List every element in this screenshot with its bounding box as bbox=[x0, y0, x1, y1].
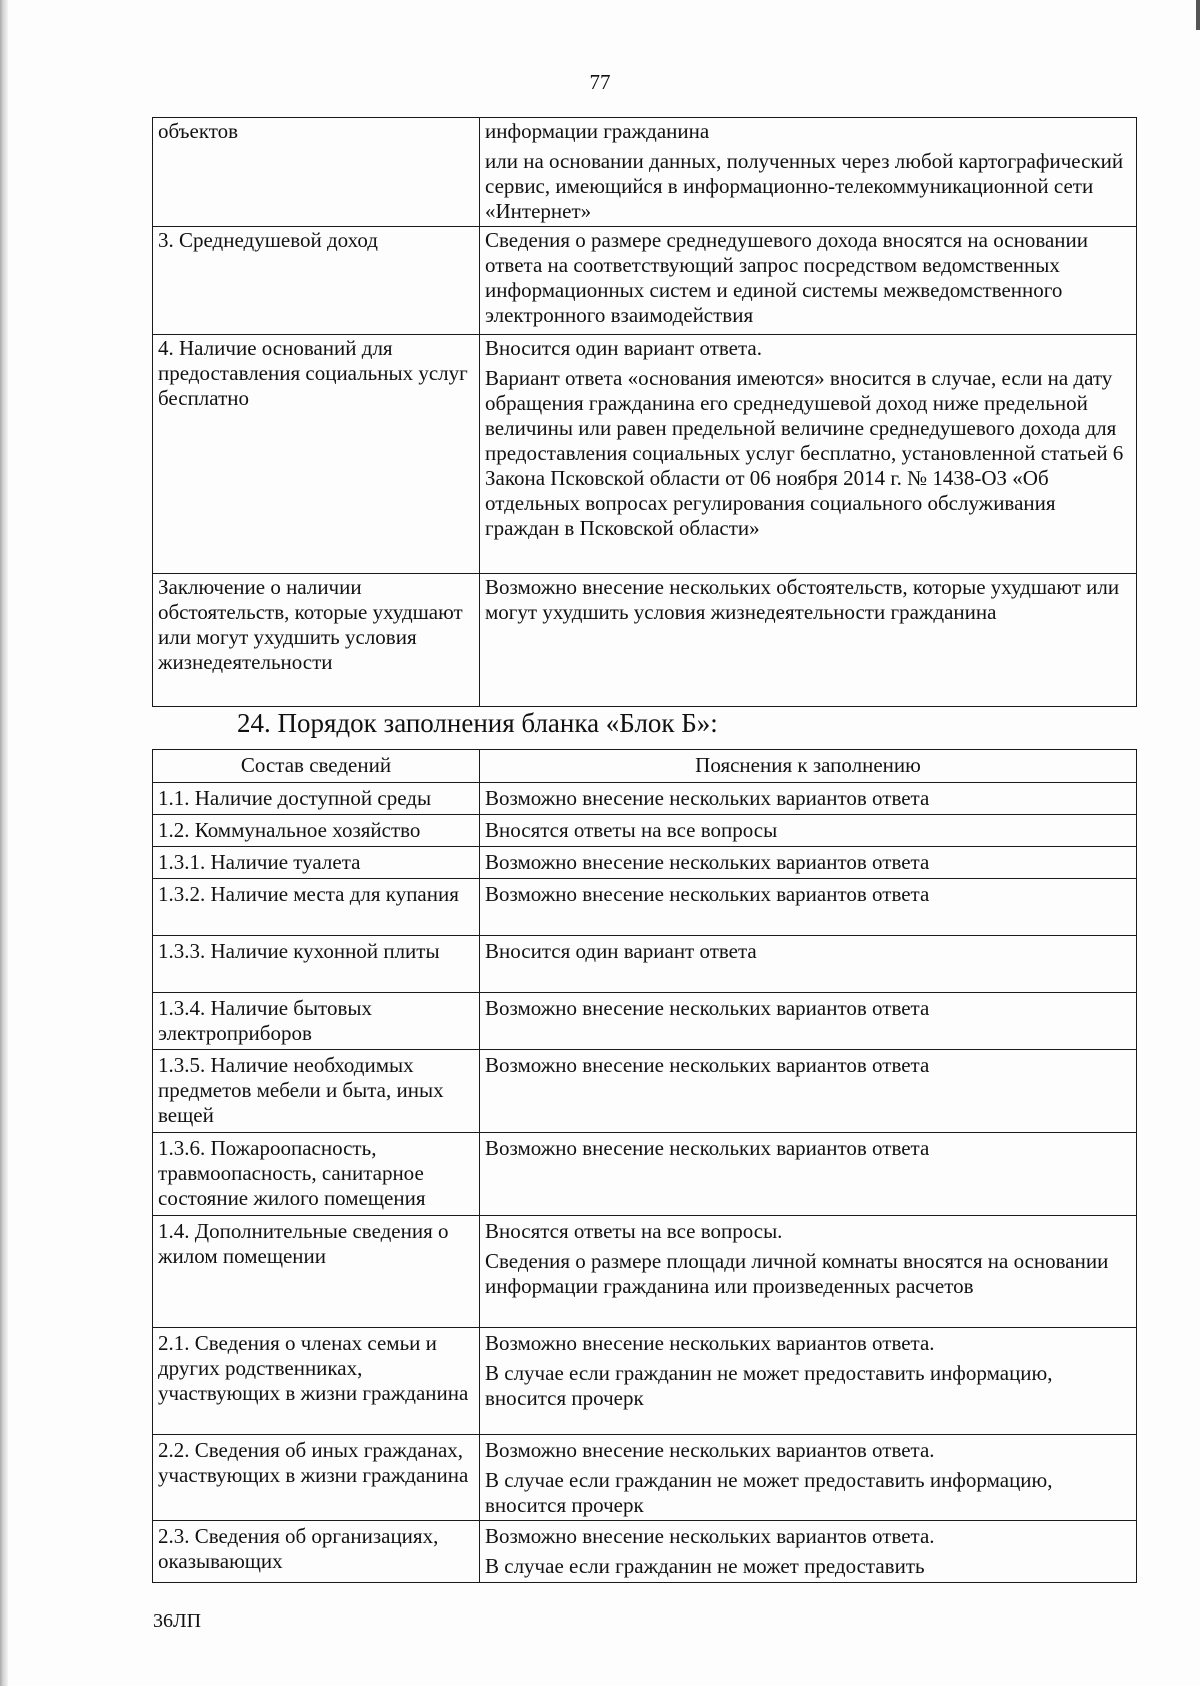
table-row bbox=[153, 1435, 1137, 1521]
table-cell-field bbox=[153, 1328, 480, 1435]
cell-text: 1.3.5. Наличие необходимых предметов мебели и быта, иных вещей bbox=[158, 1053, 444, 1127]
cell-text: объектов bbox=[158, 119, 239, 143]
cell-text: 1.2. Коммунальное хозяйство bbox=[158, 818, 421, 842]
table-row bbox=[153, 815, 1137, 847]
cell-text: Возможно внесение нескольких вариантов ответа bbox=[485, 882, 930, 906]
cell-text: Возможно внесение нескольких вариантов ответа bbox=[485, 850, 930, 874]
cell-text: Вносятся ответы на все вопросы bbox=[485, 818, 778, 842]
table-row bbox=[153, 783, 1137, 815]
table-cell-field bbox=[153, 227, 480, 335]
table-cell-field bbox=[153, 1133, 480, 1216]
cell-text: Возможно внесение нескольких вариантов ответа bbox=[485, 1136, 930, 1160]
table-row bbox=[153, 1050, 1137, 1133]
table-cell-field bbox=[153, 574, 480, 707]
table-cell-field bbox=[153, 1050, 480, 1133]
footer-document-code: 36ЛП bbox=[153, 1610, 202, 1632]
table-cell-explanation bbox=[480, 783, 1137, 815]
cell-text: В случае если гражданин не может предоставить информацию, вносится прочерк bbox=[485, 1361, 1053, 1410]
cell-text: Возможно внесение нескольких вариантов ответа. bbox=[485, 1524, 935, 1548]
table-cell-field bbox=[153, 993, 480, 1050]
cell-text: Возможно внесение нескольких вариантов ответа bbox=[485, 786, 930, 810]
table-cell-explanation bbox=[480, 993, 1137, 1050]
cell-text: Возможно внесение нескольких вариантов ответа bbox=[485, 996, 930, 1020]
column-header: Состав сведений bbox=[153, 750, 480, 783]
table-cell-explanation bbox=[480, 335, 1137, 574]
continuation-table bbox=[152, 117, 1137, 707]
cell-text: Вносится один вариант ответа. bbox=[485, 336, 762, 360]
table-cell-field bbox=[153, 783, 480, 815]
cell-text: Вносится один вариант ответа bbox=[485, 939, 757, 963]
cell-text: 1.4. Дополнительные сведения о жилом помещении bbox=[158, 1219, 449, 1268]
column-header: Пояснения к заполнению bbox=[480, 750, 1137, 783]
table-row bbox=[153, 847, 1137, 879]
cell-text: Возможно внесение нескольких обстоятельств, которые ухудшают или могут ухудшить условия жизнедеятельности гражданина bbox=[485, 575, 1120, 624]
table-cell-field bbox=[153, 815, 480, 847]
table-row bbox=[153, 227, 1137, 335]
table-cell-field bbox=[153, 936, 480, 993]
table-cell-explanation bbox=[480, 1521, 1137, 1583]
page-number: 77 bbox=[589, 70, 611, 94]
table-row bbox=[153, 1133, 1137, 1216]
section-heading: 24. Порядок заполнения бланка «Блок Б»: bbox=[237, 708, 718, 738]
cell-text: или на основании данных, полученных через любой картографический сервис, имеющийся в информационно-телекоммуникационной сети «Интернет» bbox=[485, 149, 1124, 223]
table-row bbox=[153, 879, 1137, 936]
table-cell-explanation bbox=[480, 936, 1137, 993]
table-cell-field bbox=[153, 118, 480, 227]
scan-edge bbox=[0, 0, 8, 1686]
cell-text: Сведения о размере площади личной комнаты вносятся на основании информации гражданина или произведенных расчетов bbox=[485, 1249, 1109, 1298]
table-cell-field bbox=[153, 847, 480, 879]
table-row bbox=[153, 574, 1137, 707]
cell-text: Вариант ответа «основания имеются» вносится в случае, если на дату обращения гражданина его среднедушевой доход ниже предельной величины или равен предельной величине среднедушевого дохода для предоставления социальных услуг бесплатно, установленной статьей 6 Закона Псковской области от 06 ноября 2014 г. № 1438-ОЗ «Об отдельных вопросах регулирования социального обслуживания граждан в Псковской области» bbox=[485, 366, 1124, 540]
table-cell-field bbox=[153, 1521, 480, 1583]
table-cell-explanation bbox=[480, 879, 1137, 936]
table-cell-explanation bbox=[480, 815, 1137, 847]
table-cell-explanation bbox=[480, 1133, 1137, 1216]
cell-text: Заключение о наличии обстоятельств, которые ухудшают или могут ухудшить условия жизнедеятельности bbox=[158, 575, 463, 674]
cell-text: 1.3.3. Наличие кухонной плиты bbox=[158, 939, 440, 963]
cell-text: 2.3. Сведения об организациях, оказывающих bbox=[158, 1524, 439, 1573]
table-row bbox=[153, 1521, 1137, 1583]
cell-text: Вносятся ответы на все вопросы. bbox=[485, 1219, 783, 1243]
table-header-row bbox=[153, 750, 1137, 783]
table-cell-field bbox=[153, 335, 480, 574]
block-b-table bbox=[152, 749, 1137, 1583]
cell-text: 1.1. Наличие доступной среды bbox=[158, 786, 432, 810]
cell-text: 2.2. Сведения об иных гражданах, участвующих в жизни гражданина bbox=[158, 1438, 469, 1487]
cell-text: 4. Наличие оснований для предоставления социальных услуг бесплатно bbox=[158, 336, 468, 410]
cell-text: 2.1. Сведения о членах семьи и других родственниках, участвующих в жизни гражданина bbox=[158, 1331, 469, 1405]
table-row bbox=[153, 1216, 1137, 1328]
cell-text: Возможно внесение нескольких вариантов ответа. bbox=[485, 1438, 935, 1462]
table-row bbox=[153, 936, 1137, 993]
cell-text: 1.3.2. Наличие места для купания bbox=[158, 882, 459, 906]
table-cell-explanation bbox=[480, 1050, 1137, 1133]
cell-text: Возможно внесение нескольких вариантов ответа. bbox=[485, 1331, 935, 1355]
table-row bbox=[153, 118, 1137, 227]
table-cell-field bbox=[153, 1216, 480, 1328]
table-cell-explanation bbox=[480, 574, 1137, 707]
table-cell-field bbox=[153, 879, 480, 936]
table-cell-explanation bbox=[480, 1216, 1137, 1328]
cell-text: 3. Среднедушевой доход bbox=[158, 228, 378, 252]
table-row bbox=[153, 1328, 1137, 1435]
table-cell-explanation bbox=[480, 227, 1137, 335]
cell-text: В случае если гражданин не может предоставить bbox=[485, 1554, 925, 1578]
table-row bbox=[153, 993, 1137, 1050]
cell-text: В случае если гражданин не может предоставить информацию, вносится прочерк bbox=[485, 1468, 1053, 1517]
cell-text: 1.3.4. Наличие бытовых электроприборов bbox=[158, 996, 372, 1045]
cell-text: 1.3.6. Пожароопасность, травмоопасность, санитарное состояние жилого помещения bbox=[158, 1136, 426, 1210]
table-cell-explanation bbox=[480, 847, 1137, 879]
scan-corner-mark bbox=[1196, 0, 1200, 30]
table-cell-explanation bbox=[480, 1328, 1137, 1435]
table-cell-field bbox=[153, 1435, 480, 1521]
cell-text: Сведения о размере среднедушевого дохода вносятся на основании ответа на соответствующий запрос посредством ведомственных информационных систем и единой системы межведомственного электронного взаимодействия bbox=[485, 228, 1089, 327]
cell-text: Возможно внесение нескольких вариантов ответа bbox=[485, 1053, 930, 1077]
cell-text: информации гражданина bbox=[485, 119, 710, 143]
table-cell-explanation bbox=[480, 118, 1137, 227]
table-cell-explanation bbox=[480, 1435, 1137, 1521]
cell-text: 1.3.1. Наличие туалета bbox=[158, 850, 361, 874]
table-row bbox=[153, 335, 1137, 574]
